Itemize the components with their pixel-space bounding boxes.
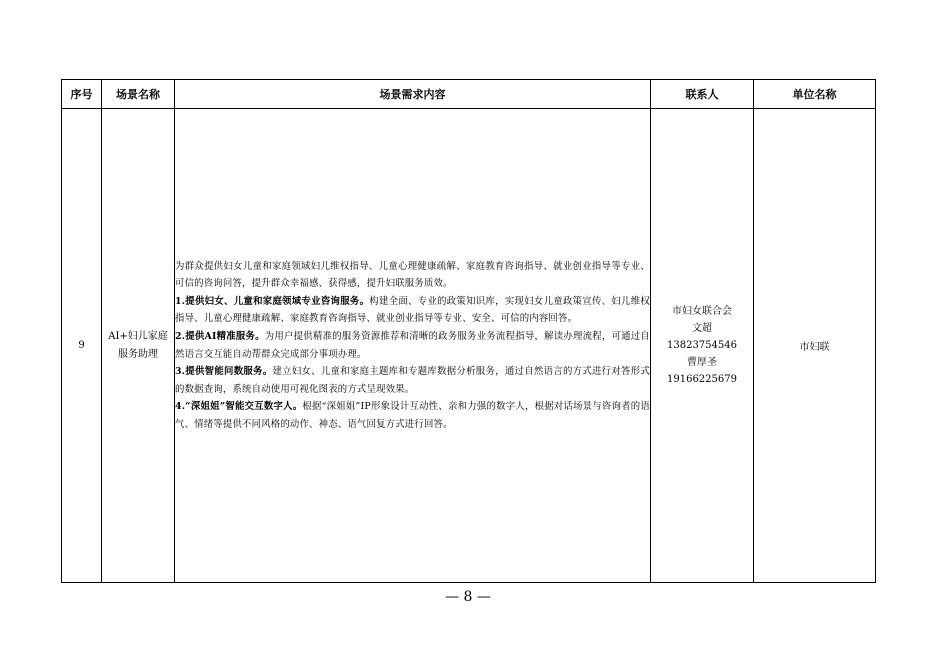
content-item [175, 363, 650, 398]
content-item-text: 建立妇女、儿童和家庭主题库和专题库数据分析服务，通过自然语言的方式进行对答形式的数据查询，系统自动使用可视化图表的方式呈现效果。 [175, 366, 650, 395]
contact-line: 13823754546 [667, 340, 737, 351]
scene-table [61, 79, 876, 583]
contact-line: 曹厚圣 [687, 357, 717, 368]
content-item [175, 398, 650, 433]
cell-content [175, 109, 651, 583]
scene-name-line: AI+妇儿家庭 [108, 330, 168, 342]
content-item-title: 3.提供智能问数服务。 [175, 366, 273, 378]
page-number: — 8 — [445, 589, 491, 605]
scene-name-line: 服务助理 [118, 348, 158, 360]
content-item-text: 为用户提供精准的服务资源推荐和清晰的政务服务业务流程指导，解读办理流程，可通过自然语言交互能自动帮群众完成部分事项办理。 [175, 330, 650, 360]
cell-contact [651, 109, 754, 583]
content-item-text: 根据“深姐姐”IP形象设计互动性、亲和力强的数字人，根据对话场景与咨询者的语气、情绪等提供不同风格的动作、神态、语气回复方式进行回答。 [175, 401, 651, 430]
header-content: 场景需求内容 [175, 80, 651, 109]
cell-no: 9 [62, 109, 102, 583]
content-item [175, 328, 650, 363]
content-item-title: 1.提供妇女、儿童和家庭领域专业咨询服务。 [175, 295, 370, 307]
header-scene-name: 场景名称 [102, 80, 175, 109]
content-item-text: 构建全面、专业的政策知识库，实现妇女儿童政策宣传、妇儿维权指导、儿童心理健康疏解、家庭教育咨询指导、就业创业指导等专业、安全、可信的内容回答。 [175, 295, 650, 325]
contact-line: 19166225679 [667, 374, 737, 385]
contact-line: 文超 [692, 323, 712, 334]
content-intro: 为群众提供妇女儿童和家庭领域妇儿维权指导、儿童心理健康疏解、家庭教育咨询指导、就业创业指导等专业、可信的咨询问答，提升群众幸福感、获得感，提升妇联服务质效。 [175, 260, 650, 290]
cell-unit: 市妇联 [754, 109, 876, 583]
header-unit: 单位名称 [754, 80, 876, 109]
table-header-row [62, 80, 876, 109]
table-row [62, 109, 876, 583]
content-item-title: 4.“深姐姐”智能交互数字人。 [175, 401, 303, 413]
content-item [175, 293, 650, 328]
cell-scene-name [102, 109, 175, 583]
contact-line: 市妇女联合会 [672, 306, 732, 317]
header-contact: 联系人 [651, 80, 754, 109]
content-item-title: 2.提供AI精准服务。 [175, 330, 265, 342]
header-no: 序号 [62, 80, 102, 109]
